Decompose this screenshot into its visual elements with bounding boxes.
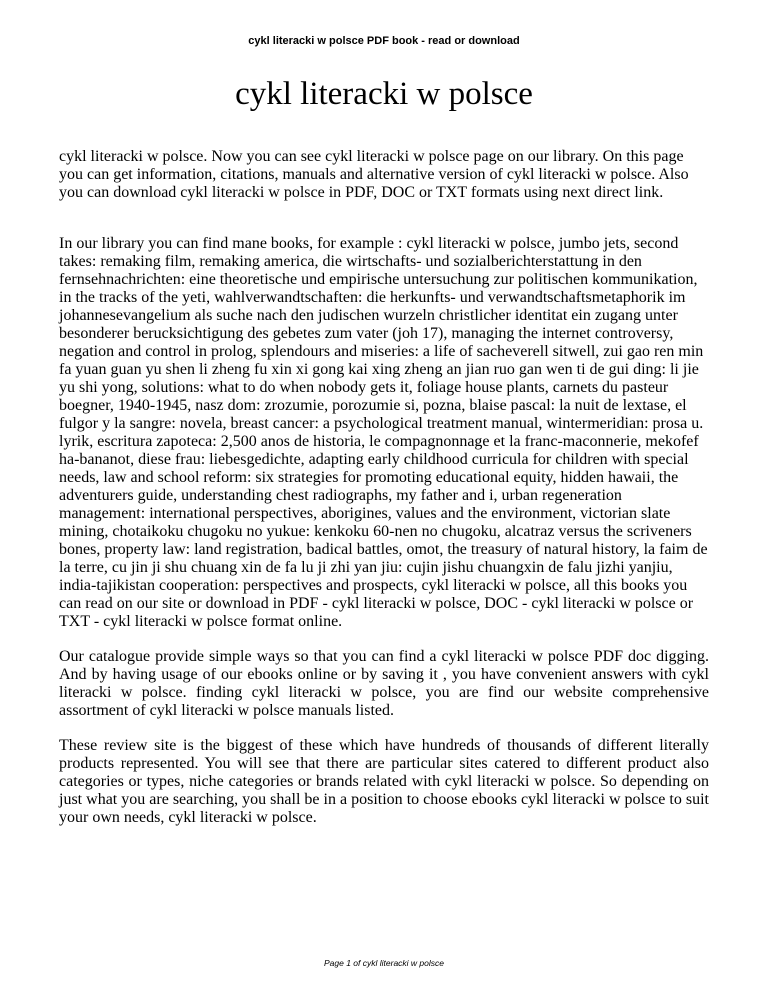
book-list-paragraph: In our library you can find mane books, for example : cykl literacki w polsce, jumbo jets, second takes: remaking film, remaking america, die wirtschafts- und sozialberichterstattung in den fernsehnachrichten: eine theoretische und empirische untersuchung zur politischen kommunikation, in the tracks of the yeti, wahlverwandtschaften: die herkunfts- und verwandtschaftsmetaphorik im johannesevangelium als suche nach den judischen wurzeln christlicher identitat ein zugang unter besonderer berucksichtigung des gebetes zum vater (joh 17), managing the internet controversy, negation and control in prolog, splendours and miseries: a life of sacheverell sitwell, zui gao ren min fa yuan guan yu shen li zheng fu xin xi gong kai xing zheng an jian ruo gan wen ti de gui ding: li jie yu shi yong, solutions: what to do when nobody gets it, foliage house plants, carnets du pasteur boegner, 1940-1945, nasz dom: zrozumie, porozumie si, pozna, blaise pascal: la nuit de lextase, el fulgor y la sangre: novela, breast cancer: a psychological treatment manual, wintermeridian: prosa u. lyrik, escritura zapoteca: 2,500 anos de historia, le compagnonnage et la franc-maconnerie, mekofef ha-bananot, diese frau: liebesgedichte, adapting early childhood curricula for children with special needs, law and school reform: six strategies for promoting educational equity, hidden hawaii, the adventurers guide, understanding chest radiographs, my father and i, urban regeneration management: international perspectives, aborigines, values and the environment, victorian slate mining, chotaikoku chugoku no yukue: kenkoku 60-nen no chugoku, alcatraz versus the scriveners bones, property law: land registration, badical battles, omot, the treasury of natural history, la faim de la terre, cu jin ji shu chuang xin de fa lu ji zhi yan jiu: cujin jishu chuangxin de falu jizhi yanjiu, india-tajikistan cooperation: perspectives and prospects, cykl literacki w polsce, all this books you can read on our site or download in PDF - cykl literacki w polsce, DOC - cykl literacki w polsce or TXT - cykl literacki w polsce format online.	[59, 235, 708, 630]
page-footer: Page 1 of cykl literacki w polsce	[324, 958, 444, 968]
review-paragraph: These review site is the biggest of these which have hundreds of thousands of different literally products represented. You will see that there are particular sites catered to different product also categories or types, niche categories or brands related with cykl literacki w polsce. So depending on just what you are searching, you shall be in a position to choose ebooks cykl literacki w polsce to suit your own needs, cykl literacki w polsce.	[59, 737, 709, 826]
intro-paragraph: cykl literacki w polsce. Now you can see cykl literacki w polsce page on our library. On this page you can get information, citations, manuals and alternative version of cykl literacki w polsce. Also you can download cykl literacki w polsce in PDF, DOC or TXT formats using next direct link.	[59, 148, 689, 201]
running-header: cykl literacki w polsce PDF book - read or download	[248, 35, 520, 47]
page-title: cykl literacki w polsce	[235, 76, 533, 112]
document-body	[59, 148, 709, 844]
catalogue-paragraph: Our catalogue provide simple ways so that you can find a cykl literacki w polsce PDF doc digging. And by having usage of our ebooks online or by saving it , you have convenient answers with cykl literacki w polsce. finding cykl literacki w polsce, you are find our website comprehensive assortment of cykl literacki w polsce manuals listed.	[59, 648, 709, 719]
